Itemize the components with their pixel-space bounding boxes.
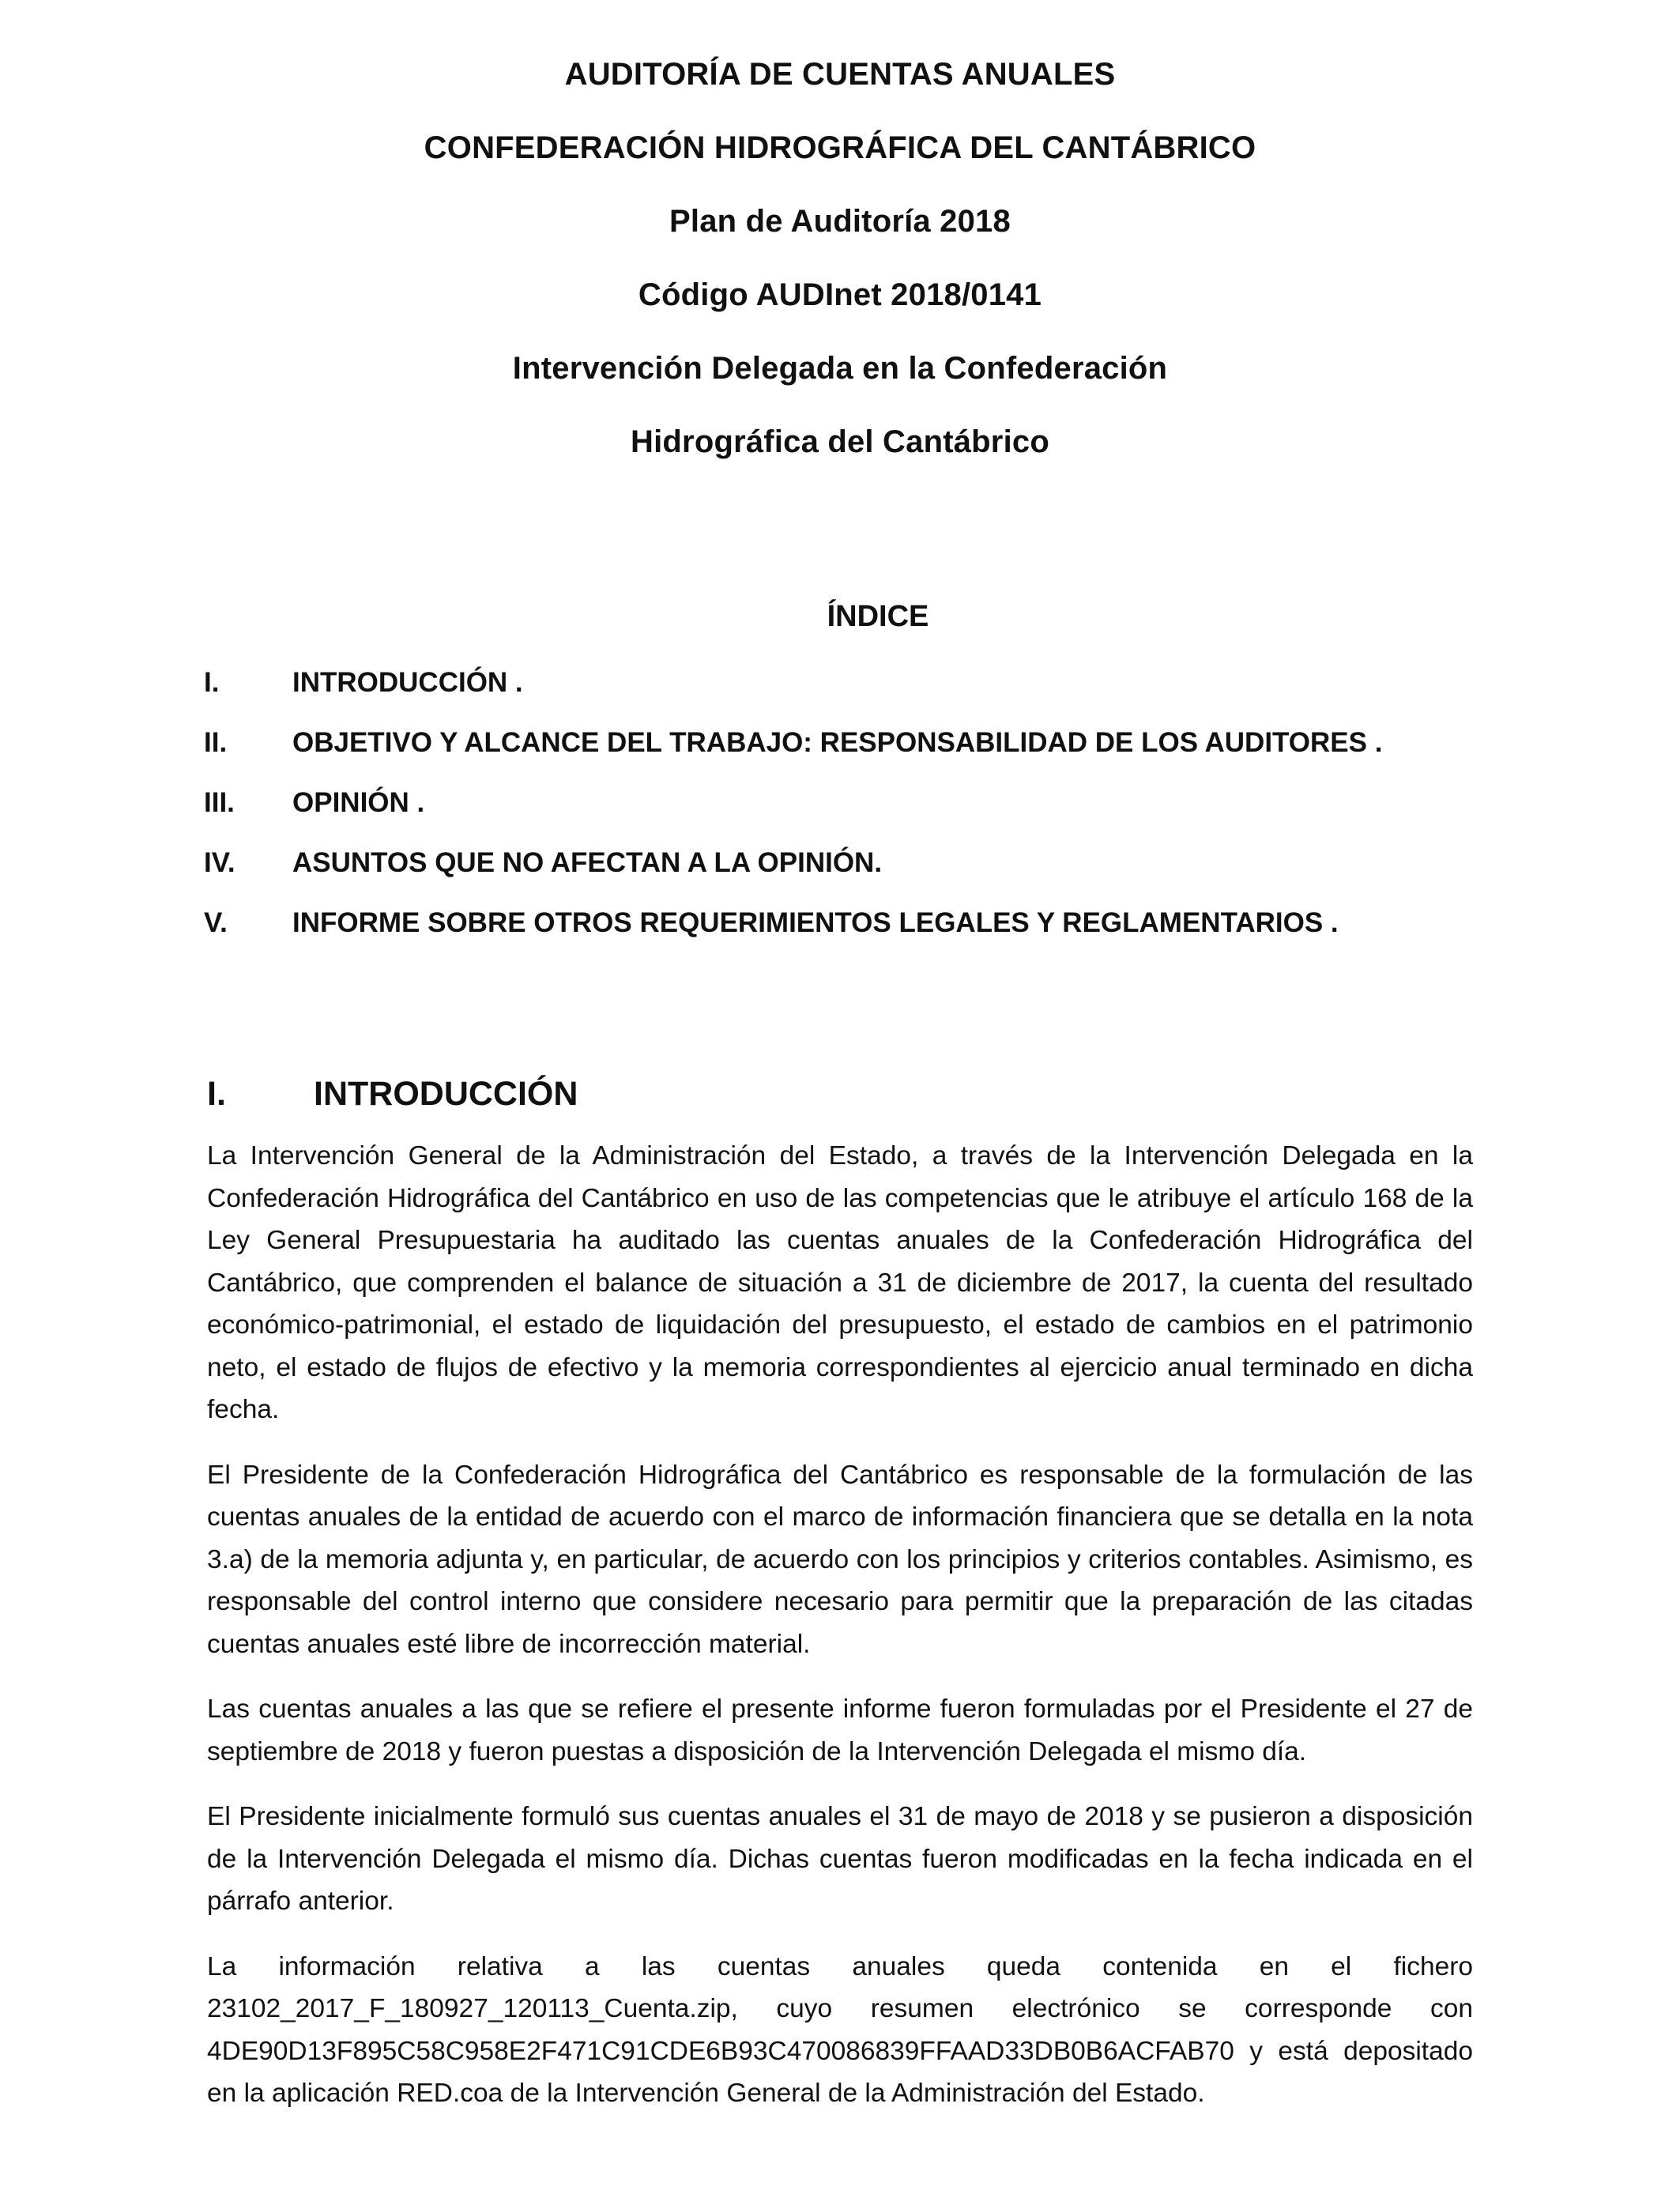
index-item-number: II. bbox=[204, 727, 228, 758]
paragraph-responsibility: El Presidente de la Confederación Hidrográfica del Cantábrico es responsable de la formulación de las cuentas anuales de la entidad de acuerdo con el marco de información financiera que se detalla en la nota 3.a) de la memoria adjunta y, en particular, de acuerdo con los principios y criterios contables. Asimismo, es responsable del control interno que considere necesario para permitir que la preparación de las citadas cuentas anuales esté libre de incorrección material. bbox=[207, 1460, 1473, 1659]
section-body bbox=[207, 1135, 1473, 2138]
section-number: I. bbox=[207, 1075, 226, 1113]
paragraph-initial-formulation: El Presidente inicialmente formuló sus cuentas anuales el 31 de mayo de 2018 y se pusieron a disposición de la Intervención Delegada el mismo día. Dichas cuentas fueron modificadas en la fecha indicada en el párrafo anterior. bbox=[207, 1802, 1473, 1916]
index-item-number: V. bbox=[204, 907, 228, 938]
index-item-informe bbox=[204, 901, 1484, 961]
index-item-introduccion bbox=[204, 661, 1484, 721]
index-item-text: OPINIÓN . bbox=[292, 787, 425, 818]
index-item-text: INFORME SOBRE OTROS REQUERIMIENTOS LEGALES Y REGLAMENTARIOS . bbox=[292, 907, 1339, 938]
document-title-block bbox=[0, 38, 1680, 479]
index-item-text: OBJETIVO Y ALCANCE DEL TRABAJO: RESPONSABILIDAD DE LOS AUDITORES . bbox=[292, 727, 1383, 758]
title-line-office: Intervención Delegada en la Confederación bbox=[512, 351, 1168, 386]
paragraph-formulation-date: Las cuentas anuales a las que se refiere el presente informe fueron formuladas por el Presidente el 27 de septiembre de 2018 y fueron puestas a disposición de la Intervención Delegada el mismo día. bbox=[207, 1695, 1473, 1766]
index-item-opinion bbox=[204, 781, 1484, 841]
title-line-entity: CONFEDERACIÓN HIDROGRÁFICA DEL CANTÁBRICO bbox=[424, 130, 1256, 165]
index-item-asuntos bbox=[204, 841, 1484, 901]
paragraph-audit-scope: La Intervención General de la Administración del Estado, a través de la Intervención Delegada en la Confederación Hidrográfica del Cantábrico en uso de las competencias que le atribuye el artículo 168 de la Ley General Presupuestaria ha auditado las cuentas anuales de la Confederación Hidrográfica del Cantábrico, que comprenden el balance de situación a 31 de diciembre de 2017, la cuenta del resultado económico-patrimonial, el estado de liquidación del presupuesto, el estado de cambios en el patrimonio neto, el estado de flujos de efectivo y la memoria correspondientes al ejercicio anual terminado en dicha fecha. bbox=[207, 1141, 1473, 1424]
title-line-office-cont: Hidrográfica del Cantábrico bbox=[631, 424, 1049, 459]
index-item-number: III. bbox=[204, 787, 235, 818]
index-item-objetivo bbox=[204, 721, 1484, 781]
title-line-plan: Plan de Auditoría 2018 bbox=[669, 204, 1011, 239]
index-item-text: ASUNTOS QUE NO AFECTAN A LA OPINIÓN. bbox=[292, 847, 883, 878]
index-heading: ÍNDICE bbox=[827, 600, 929, 633]
title-line-audit: AUDITORÍA DE CUENTAS ANUALES bbox=[564, 57, 1116, 92]
index-item-number: IV. bbox=[204, 847, 235, 878]
index-item-number: I. bbox=[204, 667, 220, 698]
section-heading-introduccion bbox=[207, 1069, 578, 1119]
index-list bbox=[204, 661, 1484, 961]
title-line-code: Código AUDInet 2018/0141 bbox=[638, 277, 1042, 312]
index-item-text: INTRODUCCIÓN . bbox=[292, 667, 523, 698]
section-title: INTRODUCCIÓN bbox=[314, 1075, 578, 1113]
paragraph-file-info: La información relativa a las cuentas anuales queda contenida en el fichero 23102_2017_F_180927_120113_Cuenta.zip, cuyo resumen electrónico se corresponde con 4DE90D13F895C58C958E2F471C91CDE6B93C470086839FFAAD33DB0B6ACFAB70 y está depositado en la aplicación RED.coa de la Intervención General de la Administración del Estado. bbox=[207, 1951, 1473, 2108]
